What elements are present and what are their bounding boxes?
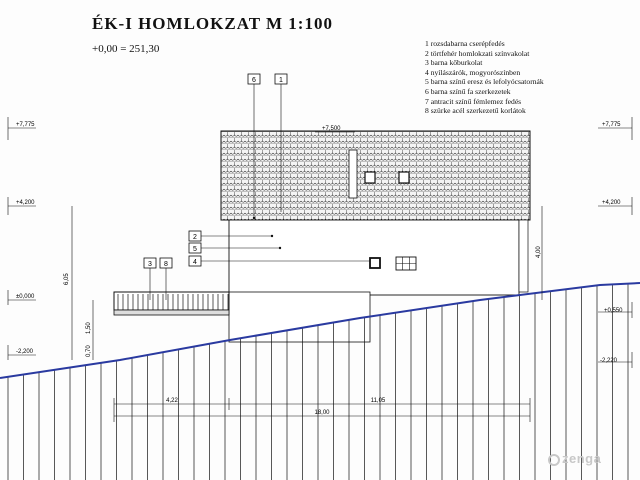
- tag-label: 8: [164, 261, 168, 268]
- level-right-3: +0,550: [604, 308, 623, 314]
- tag-1: [275, 74, 287, 84]
- legend-item: 1 rozsdabarna cserépfedés: [425, 39, 505, 48]
- level-left-4: -2,200: [16, 349, 34, 355]
- level-markers-right: [598, 117, 632, 368]
- legend-item: 3 barna kőburkolat: [425, 58, 483, 68]
- dim-vertical-3: 0,70: [86, 345, 92, 357]
- facade-window-grid: [396, 257, 416, 270]
- dim-vertical-1: 6,05: [64, 273, 70, 285]
- watermark: zenga: [548, 451, 601, 466]
- dim-bottom-3: 18,00: [314, 410, 330, 416]
- level-right-4: -2,220: [600, 358, 618, 364]
- roof-window: [399, 172, 409, 183]
- roof-window: [365, 172, 375, 183]
- datum-level: +0,00 = 251,30: [92, 43, 160, 55]
- level-right-1: +7,775: [602, 122, 621, 128]
- legend-item: 4 nyílászárók, mogyorószínben: [425, 67, 521, 77]
- dim-bottom-2: 11,05: [370, 398, 386, 404]
- level-left-2: +4,200: [16, 200, 35, 206]
- tag-label: 5: [193, 246, 197, 253]
- tag-label: 4: [193, 259, 197, 266]
- right-wall-jog: [519, 220, 528, 292]
- watermark-logo-icon: [548, 454, 560, 466]
- level-left-3: ±0,000: [16, 294, 35, 300]
- tag-4: [189, 256, 201, 266]
- terrace-slab: [114, 310, 229, 315]
- tag-3: [144, 258, 156, 268]
- ridge-level: +7,500: [322, 126, 341, 132]
- tag-2: [189, 231, 201, 241]
- tag-label: 3: [148, 261, 152, 268]
- legend-item: 8 szürke acél szerkezetű korlátok: [425, 106, 526, 116]
- dim-bottom-1: 4,22: [166, 398, 178, 404]
- level-right-2: +4,200: [602, 200, 621, 206]
- tag-8: [160, 258, 172, 268]
- tag-5: [189, 243, 201, 253]
- tag-6: [248, 74, 260, 84]
- legend-item: 5 barna színű eresz és lefolyócsatornák: [425, 77, 544, 87]
- dim-vertical-2: 1,50: [86, 322, 92, 334]
- drawing-title: ÉK-I HOMLOKZAT M 1:100: [92, 14, 333, 33]
- chimney: [349, 150, 357, 198]
- level-left-1: +7,775: [16, 122, 35, 128]
- legend-item: 6 barna színű fa szerkezetek: [425, 86, 511, 96]
- level-markers-left: [8, 117, 36, 360]
- tag-label: 2: [193, 234, 197, 241]
- tag-label: 1: [279, 77, 283, 84]
- legend-item: 7 antracit színű fémlemez fedés: [425, 96, 522, 106]
- facade-window-small: [370, 258, 380, 268]
- dim-vertical-right: 4,00: [536, 246, 542, 258]
- terrace-railing: [114, 292, 229, 310]
- legend-item: 2 törtfehér homlokzati színvakolat: [425, 48, 530, 58]
- tag-label: 6: [252, 77, 256, 84]
